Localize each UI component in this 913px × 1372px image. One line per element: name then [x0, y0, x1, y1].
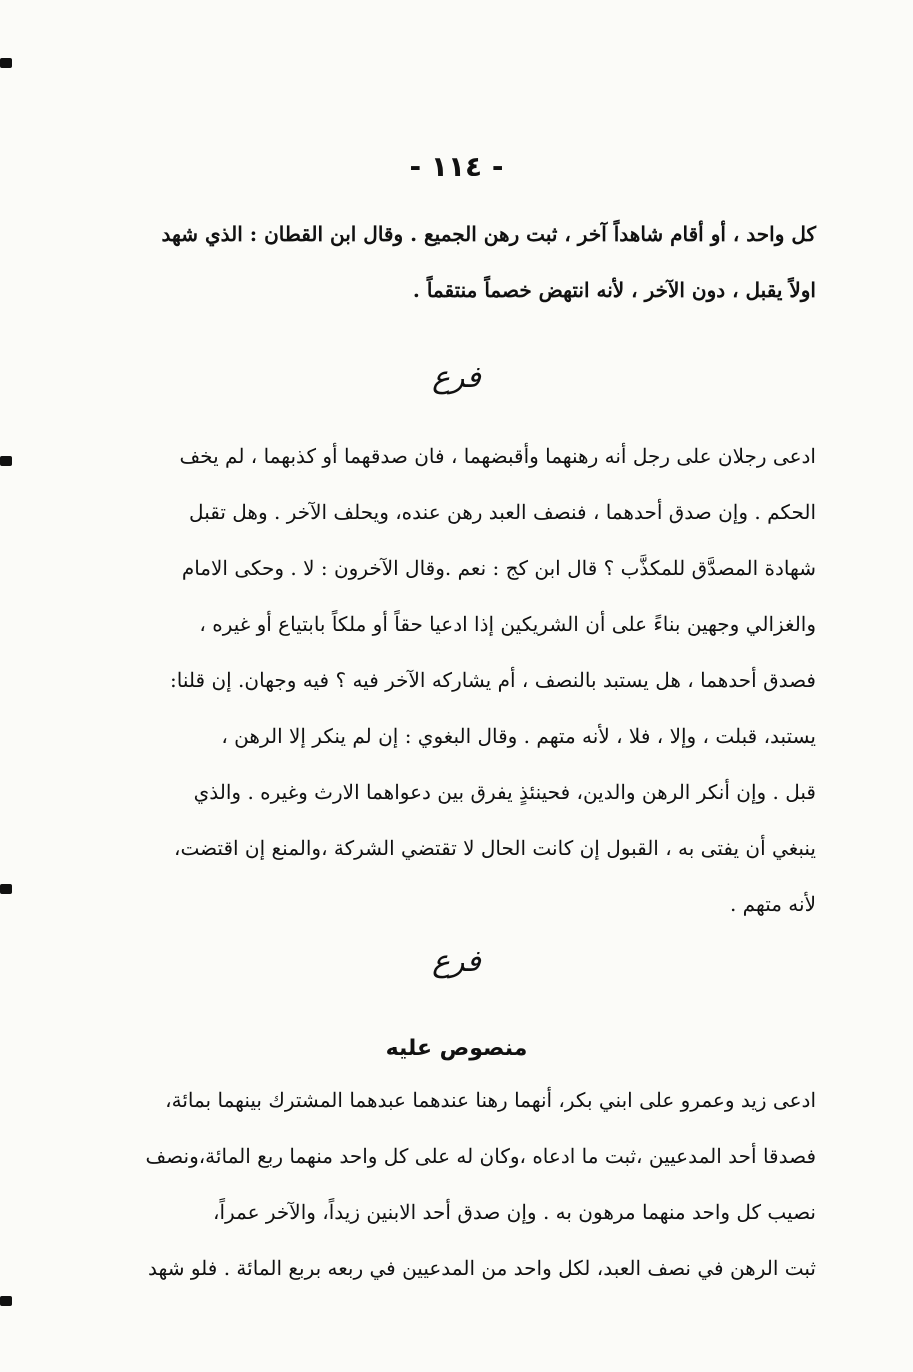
text-line: ثبت الرهن في نصف العبد، لكل واحد من المدعيين في ربعه بربع المائة . فلو شهد	[147, 1256, 816, 1280]
text-line: فصدقا أحد المدعيين ،ثبت ما ادعاه ،وكان له على كل واحد منهما ربع المائة،ونصف	[145, 1144, 816, 1168]
paragraph-continued	[92, 206, 816, 318]
text-line: ادعى زيد وعمرو على ابني بكر، أنهما رهنا عندهما عبدهما المشترك بينهما بمائة،	[165, 1088, 816, 1112]
text-line: قبل . وإن أنكر الرهن والدين، فحينئذٍ يفرق بين دعواهما الارث وغيره . والذي	[193, 780, 816, 804]
text-line: نصيب كل واحد منهما مرهون به . وإن صدق أحد الابنين زيداً، والآخر عمراً،	[213, 1200, 816, 1224]
section-subheading: منصوص عليه	[385, 1036, 528, 1061]
text-line: اولاً يقبل ، دون الآخر ، لأنه انتهض خصماً منتقماً .	[412, 278, 816, 302]
paragraph-zayd-amr	[92, 1072, 816, 1296]
text-line: ادعى رجلان على رجل أنه رهنهما وأقبضهما ، فان صدقهما أو كذبهما ، لم يخف	[179, 444, 816, 468]
scan-edge-mark	[0, 456, 12, 466]
text-line: يستبد، قبلت ، وإلا ، فلا ، لأنه متهم . وقال البغوي : إن لم ينكر إلا الرهن ،	[221, 724, 816, 748]
text-line: شهادة المصدَّق للمكذَّب ؟ قال ابن كج : نعم .وقال الآخرون : لا . وحكى الامام	[181, 556, 816, 580]
text-line: كل واحد ، أو أقام شاهداً آخر ، ثبت رهن الجميع . وقال ابن القطان : الذي شهد	[161, 222, 816, 246]
scan-edge-mark	[0, 884, 12, 894]
scan-edge-mark	[0, 58, 12, 68]
text-line: لأنه متهم .	[729, 892, 816, 916]
scan-edge-mark	[0, 1296, 12, 1306]
text-line: فصدق أحدهما ، هل يستبد بالنصف ، أم يشاركه الآخر فيه ؟ فيه وجهان. إن قلنا:	[170, 668, 816, 692]
text-line: والغزالي وجهين بناءً على أن الشريكين إذا ادعيا حقاً أو ملكاً بابتياع أو غيره ،	[199, 612, 816, 636]
page-number: - ١١٤ -	[409, 150, 504, 183]
section-heading: فرع	[432, 360, 481, 395]
text-line: ينبغي أن يفتى به ، القبول إن كانت الحال لا تقتضي الشركة ،والمنع إن اقتضت،	[173, 836, 816, 860]
paragraph-claim-two-men	[92, 428, 816, 932]
text-line: الحكم . وإن صدق أحدهما ، فنصف العبد رهن عنده، ويحلف الآخر . وهل تقبل	[189, 500, 816, 524]
section-heading: فرع	[432, 944, 481, 979]
